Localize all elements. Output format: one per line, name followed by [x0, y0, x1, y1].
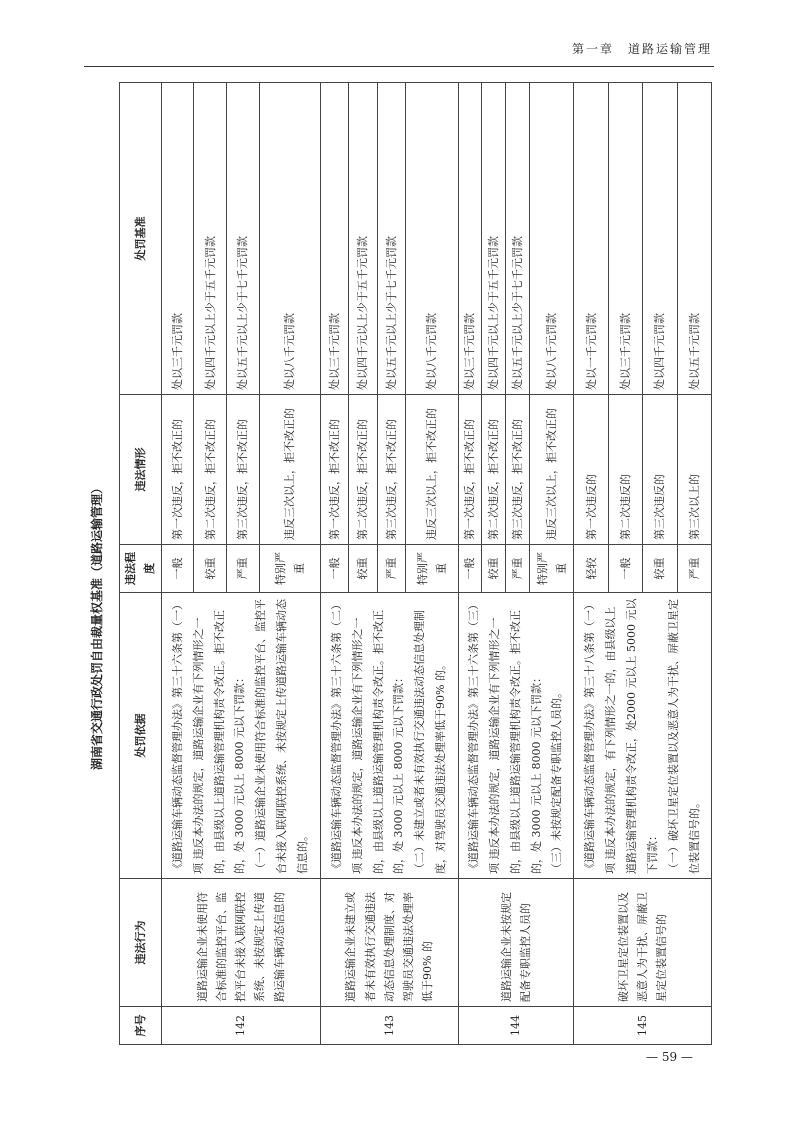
table-row [321, 83, 349, 1045]
penalty-basis [574, 593, 712, 879]
penalty-standard: 处以八千元罚款 [259, 83, 320, 395]
violation-situation: 第一次违反，拒不改正的 [458, 395, 482, 545]
penalty-table [119, 82, 712, 1045]
violation-act: 道路运输企业未使用符合标准的监控平台、监控平台未接入联网联控系统、未按规定上传道路运输车辆动态信息的 [161, 879, 321, 1007]
violation-degree: 轻较 [574, 545, 608, 593]
violation-situation: 第二次违反的 [608, 395, 642, 545]
basis-paragraph: 《道路运输车辆动态监督管理办法》第三十六条第（一）项 违反本办法的规定，道路运输企业有下列情形之一的，由县级以上道路运输管理机构责令改正。拒不改正的，处 3000 元以上 8000 元以下罚款： [170, 599, 247, 874]
violation-degree: 严重 [506, 545, 530, 593]
violation-situation: 第一次违反，拒不改正的 [161, 395, 194, 545]
violation-degree: 严重 [227, 545, 260, 593]
penalty-basis [321, 593, 458, 879]
header-row [120, 83, 162, 1045]
table-row [574, 83, 608, 1045]
penalty-standard: 处以三千元罚款 [161, 83, 194, 395]
basis-paragraph: （一）道路运输企业未使用符合标准的监控平台、监控平台未接入联网联控系统、未按规定上传道路运输车辆动态信息的。 [254, 599, 310, 874]
penalty-standard: 处以八千元罚款 [530, 83, 574, 395]
violation-degree: 一般 [161, 545, 194, 593]
header-degree: 违法程度 [120, 545, 162, 593]
penalty-standard: 处以三千元罚款 [608, 83, 642, 395]
violation-degree: 较重 [643, 545, 677, 593]
basis-paragraph: （三）未按规定配备专职监控人员的。 [550, 687, 564, 874]
violation-situation: 第二次违反，拒不改正的 [194, 395, 227, 545]
header-act: 违法行为 [120, 879, 162, 1007]
basis-paragraph: （二）未建立或者未有效执行交通违法动态信息处理制度，对驾驶员交通违法处理率低于90% 的。 [413, 610, 448, 874]
penalty-basis [161, 593, 321, 879]
page-number: — 59 — [646, 1050, 693, 1064]
record-number: 145 [574, 1007, 712, 1045]
violation-situation: 违反三次以上，拒不改正的 [530, 395, 574, 545]
header-no: 序号 [120, 1007, 162, 1045]
penalty-standard: 处以四千元以上少于五千元罚款 [349, 83, 377, 395]
basis-paragraph: 《道路运输车辆动态监督管理办法》第三十八条第（一）项 违反本办法的规定，有下列情形之一的，由县级以上道路运输管理机构责令改正，处2000 元以上 5000 元以下罚款： [583, 598, 659, 874]
header-penalty: 处罚基准 [120, 83, 162, 395]
violation-degree: 严重 [677, 545, 711, 593]
record-number: 143 [321, 1007, 458, 1045]
violation-situation: 第二次违反，拒不改正的 [349, 395, 377, 545]
violation-degree: 较重 [482, 545, 506, 593]
violation-degree: 较重 [194, 545, 227, 593]
violation-situation: 第三次违反，拒不改正的 [377, 395, 405, 545]
header-rule [84, 66, 714, 67]
basis-paragraph: （一）破坏卫星定位装置以及恶意人为干扰、屏蔽卫星定位装置信号的。 [666, 599, 701, 874]
violation-degree: 一般 [458, 545, 482, 593]
penalty-standard: 处以五千元以上少于七千元罚款 [506, 83, 530, 395]
violation-degree: 严重 [377, 545, 405, 593]
record-number: 142 [161, 1007, 321, 1045]
violation-act: 道路运输企业未按规定配备专职监控人员的 [458, 879, 574, 1007]
table-title: 湖南省交通行政处罚自由裁量权基准（道路运输管理） [90, 482, 104, 771]
violation-situation: 第三次违反，拒不改正的 [506, 395, 530, 545]
penalty-standard: 处以八千元罚款 [405, 83, 458, 395]
basis-paragraph: 《道路运输车辆动态监督管理办法》第三十六条第（二）项 违反本办法的规定，道路运输企业有下列情形之一的，由县级以上道路运输管理机构责令改正。拒不改正的，处 3000 元以上 8000 元以下罚款： [329, 599, 406, 874]
penalty-standard: 处以一千元罚款 [574, 83, 608, 395]
violation-situation: 第三次以上的 [677, 395, 711, 545]
running-head: 第一章 道路运输管理 [571, 42, 712, 56]
violation-situation: 第一次违反的 [574, 395, 608, 545]
violation-situation: 第三次违反，拒不改正的 [227, 395, 260, 545]
record-number: 144 [458, 1007, 574, 1045]
penalty-standard: 处以四千元以上少于五千元罚款 [482, 83, 506, 395]
violation-situation: 第三次违反的 [643, 395, 677, 545]
violation-act: 破坏卫星定位装置以及恶意人为干扰、屏蔽卫星定位装置信号的 [574, 879, 712, 1007]
basis-paragraph: 《道路运输车辆动态监督管理办法》第三十六条第（三）项 违反本办法的规定，道路运输企业有下列情形之一的，由县级以上道路运输管理机构责令改正。拒不改正的，处 3000 元以上 8000 元以下罚款： [466, 599, 543, 874]
violation-degree: 一般 [608, 545, 642, 593]
violation-situation: 违反三次以上，拒不改正的 [405, 395, 458, 545]
violation-situation: 违反三次以上，拒不改正的 [259, 395, 320, 545]
violation-act: 道路运输企业未建立或者未有效执行交通违法动态信息处理制度、对驾驶员交通违法处理率低于90% 的 [321, 879, 458, 1007]
penalty-standard: 处以五千元罚款 [677, 83, 711, 395]
table-row [161, 83, 194, 1045]
penalty-table-wrapper [119, 83, 712, 1045]
violation-situation: 第二次违反，拒不改正的 [482, 395, 506, 545]
violation-situation: 第一次违反，拒不改正的 [321, 395, 349, 545]
header-situation: 违法情形 [120, 395, 162, 545]
violation-degree: 特别严重 [259, 545, 320, 593]
violation-degree: 一般 [321, 545, 349, 593]
violation-degree: 特别严重 [530, 545, 574, 593]
penalty-standard: 处以三千元罚款 [458, 83, 482, 395]
penalty-standard: 处以三千元罚款 [321, 83, 349, 395]
penalty-standard: 处以四千元罚款 [643, 83, 677, 395]
violation-degree: 较重 [349, 545, 377, 593]
penalty-standard: 处以五千元以上少于七千元罚款 [377, 83, 405, 395]
table-row [458, 83, 482, 1045]
penalty-standard: 处以四千元以上少于五千元罚款 [194, 83, 227, 395]
header-basis: 处罚依据 [120, 593, 162, 879]
penalty-basis [458, 593, 574, 879]
penalty-standard: 处以五千元以上少于七千元罚款 [227, 83, 260, 395]
violation-degree: 特别严重 [405, 545, 458, 593]
